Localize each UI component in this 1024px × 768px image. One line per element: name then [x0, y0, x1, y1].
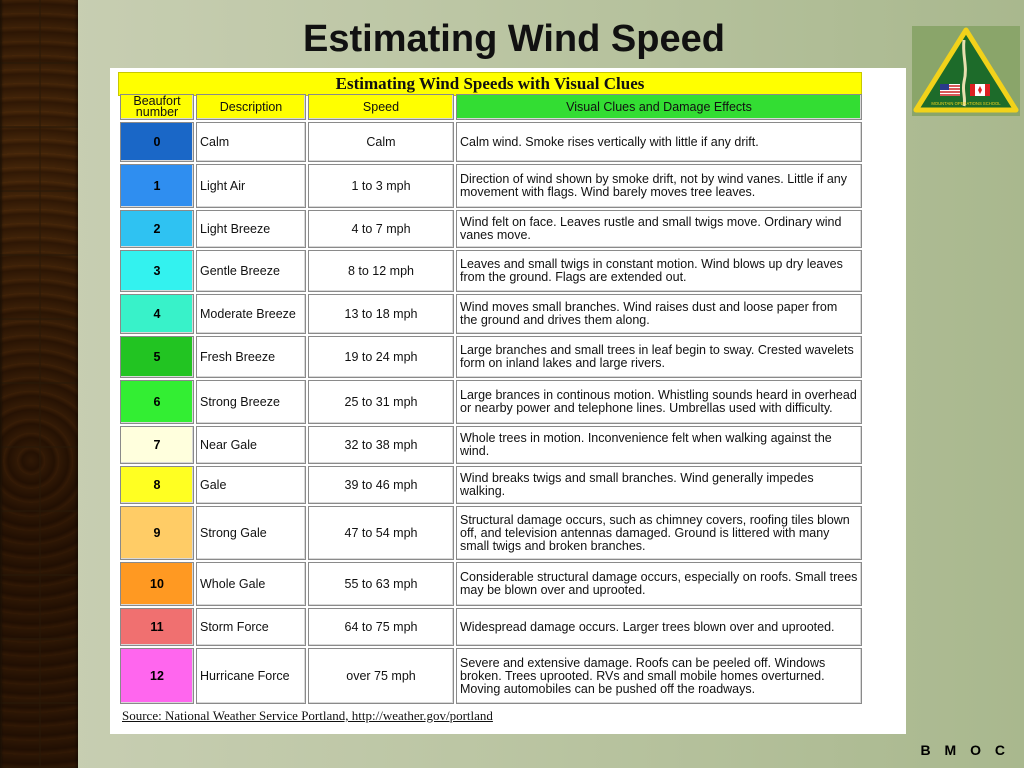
- description-cell: Near Gale: [196, 426, 306, 464]
- visual-clue-cell: Wind breaks twigs and small branches. Wind generally impedes walking.: [456, 466, 862, 504]
- school-logo-icon: [912, 26, 1020, 116]
- wood-texture-strip: [0, 0, 78, 768]
- column-description: Description: [196, 94, 306, 120]
- description-cell: Gale: [196, 466, 306, 504]
- speed-cell: 55 to 63 mph: [308, 562, 454, 606]
- beaufort-number: 10: [120, 562, 194, 606]
- beaufort-number: 0: [120, 122, 194, 162]
- description-cell: Light Breeze: [196, 210, 306, 248]
- description-cell: Whole Gale: [196, 562, 306, 606]
- speed-cell: 64 to 75 mph: [308, 608, 454, 646]
- visual-clue-cell: Wind moves small branches. Wind raises dust and loose paper from the ground and drives them along.: [456, 294, 862, 334]
- table-row: [120, 294, 862, 334]
- table-row: [120, 164, 862, 208]
- visual-clue-cell: Whole trees in motion. Inconvenience felt when walking against the wind.: [456, 426, 862, 464]
- beaufort-number: 2: [120, 210, 194, 248]
- column-header-row: [120, 94, 862, 120]
- visual-clue-cell: Large brances in continous motion. Whistling sounds heard in overhead or nearby power and telephone lines. Umbrellas used with difficulty.: [456, 380, 862, 424]
- table-row: [120, 506, 862, 560]
- beaufort-number: 11: [120, 608, 194, 646]
- description-cell: Gentle Breeze: [196, 250, 306, 292]
- visual-clue-cell: Considerable structural damage occurs, especially on roofs. Small trees may be blown over and uprooted.: [456, 562, 862, 606]
- speed-cell: 25 to 31 mph: [308, 380, 454, 424]
- beaufort-number: 9: [120, 506, 194, 560]
- description-cell: Calm: [196, 122, 306, 162]
- speed-cell: 1 to 3 mph: [308, 164, 454, 208]
- column-visual-clues: Visual Clues and Damage Effects: [456, 94, 862, 120]
- speed-cell: 8 to 12 mph: [308, 250, 454, 292]
- beaufort-number: 8: [120, 466, 194, 504]
- table-row: [120, 648, 862, 704]
- description-cell: Strong Gale: [196, 506, 306, 560]
- logo-text: MOUNTAIN OPERATIONS SCHOOL: [931, 101, 1001, 106]
- wind-chart-panel: [110, 68, 906, 734]
- column-speed: Speed: [308, 94, 454, 120]
- description-cell: Storm Force: [196, 608, 306, 646]
- table-row: [120, 466, 862, 504]
- beaufort-number: 7: [120, 426, 194, 464]
- visual-clue-cell: Widespread damage occurs. Larger trees blown over and uprooted.: [456, 608, 862, 646]
- beaufort-number: 12: [120, 648, 194, 704]
- table-row: [120, 608, 862, 646]
- beaufort-number: 4: [120, 294, 194, 334]
- speed-cell: 39 to 46 mph: [308, 466, 454, 504]
- table-row: [120, 210, 862, 248]
- beaufort-number: 6: [120, 380, 194, 424]
- visual-clue-cell: Calm wind. Smoke rises vertically with little if any drift.: [456, 122, 862, 162]
- description-cell: Strong Breeze: [196, 380, 306, 424]
- table-row: [120, 426, 862, 464]
- visual-clue-cell: Wind felt on face. Leaves rustle and small twigs move. Ordinary wind vanes move.: [456, 210, 862, 248]
- slide-title: Estimating Wind Speed: [303, 18, 725, 60]
- table-header: Estimating Wind Speeds with Visual Clues: [118, 72, 862, 96]
- visual-clue-cell: Severe and extensive damage. Roofs can be peeled off. Windows broken. Trees uprooted. RVs and small mobile homes overturned. Moving automobiles can be pushed off the roadways.: [456, 648, 862, 704]
- visual-clue-cell: Leaves and small twigs in constant motion. Wind blows up dry leaves from the ground. Flags are extended out.: [456, 250, 862, 292]
- speed-cell: 4 to 7 mph: [308, 210, 454, 248]
- speed-cell: 32 to 38 mph: [308, 426, 454, 464]
- footer-label: B M O C: [920, 742, 1010, 758]
- beaufort-number: 1: [120, 164, 194, 208]
- speed-cell: 19 to 24 mph: [308, 336, 454, 378]
- visual-clue-cell: Structural damage occurs, such as chimney covers, roofing tiles blown off, and television antennas damaged. Ground is littered with many small twigs and broken branches.: [456, 506, 862, 560]
- description-cell: Moderate Breeze: [196, 294, 306, 334]
- table-row: [120, 562, 862, 606]
- table-row: [120, 380, 862, 424]
- table-row: [120, 250, 862, 292]
- description-cell: Fresh Breeze: [196, 336, 306, 378]
- speed-cell: over 75 mph: [308, 648, 454, 704]
- speed-cell: 13 to 18 mph: [308, 294, 454, 334]
- beaufort-table: [118, 92, 864, 706]
- column-beaufort: Beaufort number: [120, 94, 194, 120]
- visual-clue-cell: Direction of wind shown by smoke drift, not by wind vanes. Little if any movement with flags. Wind barely moves tree leaves.: [456, 164, 862, 208]
- description-cell: Hurricane Force: [196, 648, 306, 704]
- source-citation: Source: National Weather Service Portland, http://weather.gov/portland: [122, 708, 493, 723]
- beaufort-number: 3: [120, 250, 194, 292]
- beaufort-number: 5: [120, 336, 194, 378]
- visual-clue-cell: Large branches and small trees in leaf begin to sway. Crested wavelets form on inland lakes and large rivers.: [456, 336, 862, 378]
- table-row: [120, 336, 862, 378]
- speed-cell: 47 to 54 mph: [308, 506, 454, 560]
- speed-cell: Calm: [308, 122, 454, 162]
- description-cell: Light Air: [196, 164, 306, 208]
- table-row: [120, 122, 862, 162]
